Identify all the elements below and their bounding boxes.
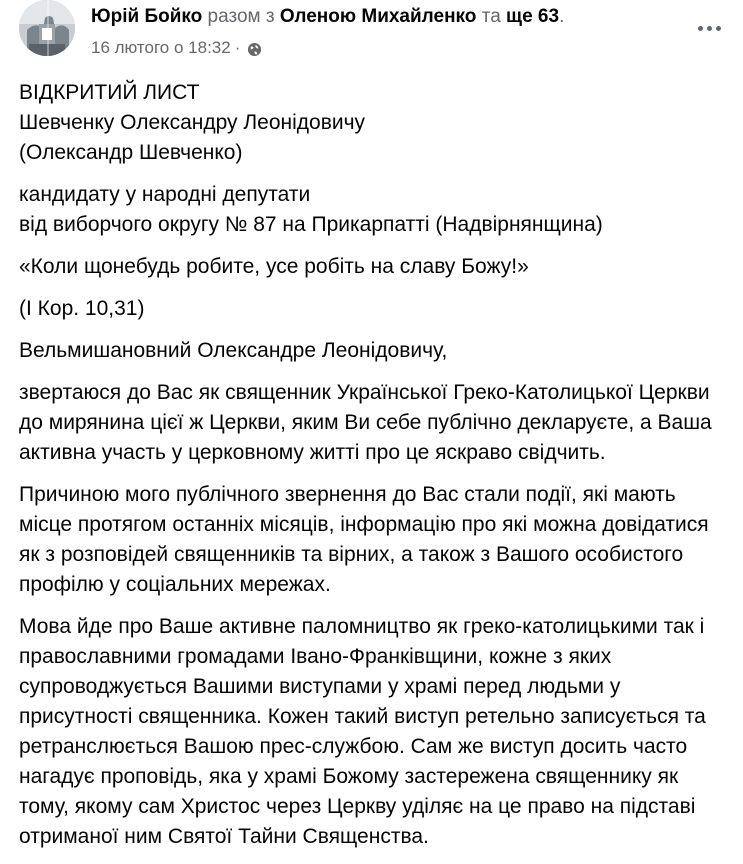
post-meta — [91, 37, 262, 59]
scripture-reference: (І Кор. 10,31) — [19, 297, 145, 320]
more-options-icon-dot — [716, 26, 721, 31]
more-options-icon-dot — [707, 26, 712, 31]
letter-title: ВІДКРИТИЙ ЛИСТ — [19, 81, 200, 104]
greeting: Вельмишановний Олександре Леонідовичу, — [19, 339, 448, 362]
meta-separator: · — [234, 38, 241, 57]
author-name-link[interactable]: Юрій Бойко — [91, 6, 203, 27]
paragraph-1: звертаюся до Вас як священник Української Греко-Католицької Церкви до мирянина цієї ж Церкви, яким Ви себе публічно декларуєте, а Ваша активна участь у церковному житті про це яскраво свідчить. — [19, 381, 712, 464]
with-text: разом з — [207, 6, 275, 27]
letter-heading — [19, 78, 729, 168]
scripture-quote: «Коли щонебудь робите, усе робіть на славу Божу!» — [19, 255, 529, 278]
paragraph-2: Причиною мого публічного звернення до Вас стали події, які мають місце протягом останніх місяців, інформацію про які можна довідатися як з розповідей священників та вірних, а також з Вашого особистого профілю у соціальних мережах. — [19, 483, 709, 596]
post-timestamp[interactable]: 16 лютого о 18:32 — [91, 38, 231, 57]
post-body — [19, 78, 729, 864]
others-link[interactable]: ще 63 — [506, 6, 560, 27]
role-line-2: від виборчого округу № 87 на Прикарпатті (Надвірнянщина) — [19, 213, 603, 236]
globe-icon[interactable] — [247, 41, 262, 56]
more-options-icon — [698, 26, 703, 31]
author-line — [91, 5, 564, 29]
more-options-button[interactable] — [693, 18, 725, 38]
paragraph-3: Мова йде про Ваше активне паломництво як греко-католицькими так і православними громадами Івано-Франківщини, кожне з яких супроводжується Вашими виступами у храмі перед людьми у присутності священника. Кожен такий виступ ретельно записується та ретранслюється Вашою прес-службою. Сам же виступ досить часто нагадує проповідь, яка у храмі Божому застережена священнику як тому, якому сам Христос через Церкву уділяє на це право на підставі отриманої ним Святої Тайни Священства. — [19, 615, 706, 848]
addressee-role — [19, 180, 729, 240]
post-header — [19, 0, 743, 70]
addressee-name: Шевченку Олександру Леонідовичу — [19, 111, 366, 134]
role-line-1: кандидату у народні депутати — [19, 183, 311, 206]
trailing-period: . — [559, 6, 565, 27]
tagged-person-link[interactable]: Оленою Михайленко — [279, 6, 477, 27]
and-text: та — [481, 6, 501, 27]
addressee-alias: (Олександр Шевченко) — [19, 141, 243, 164]
author-avatar[interactable] — [19, 0, 75, 56]
avatar-photo — [19, 0, 75, 56]
